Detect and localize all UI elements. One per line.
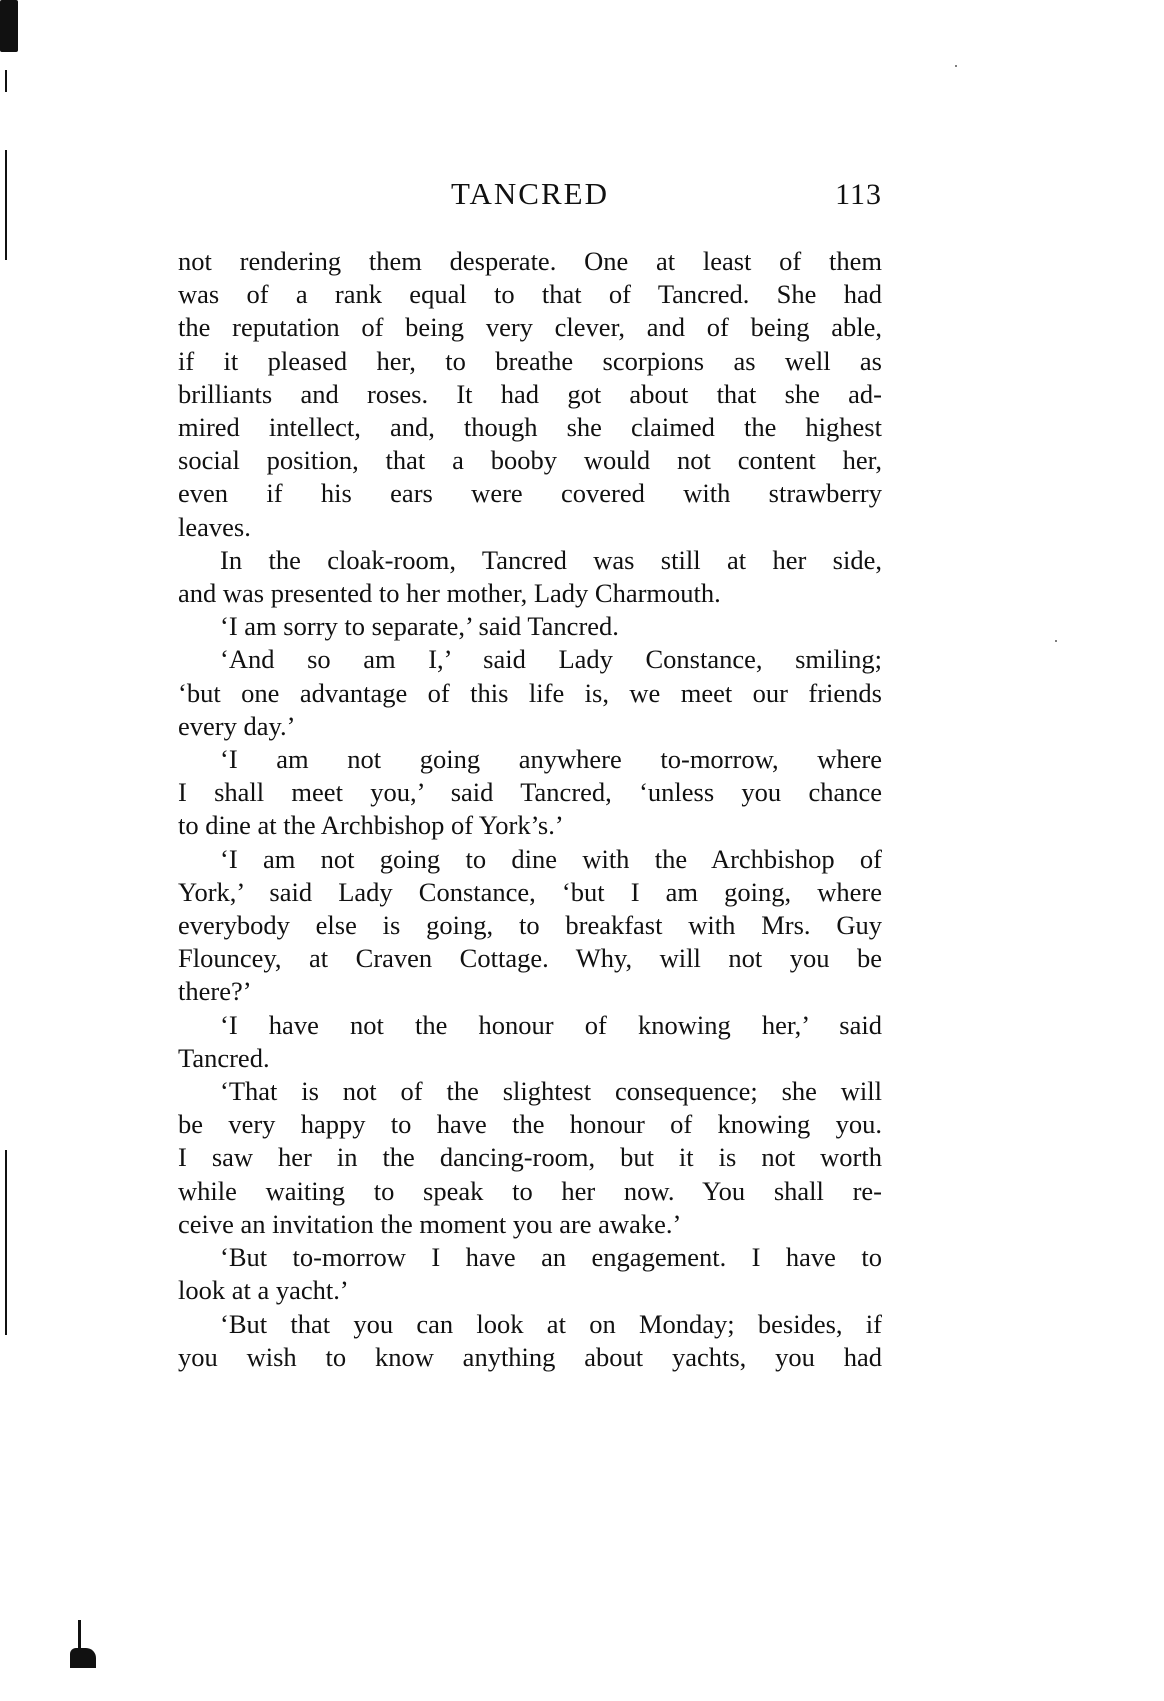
paragraph: [178, 610, 882, 643]
text-line: everybody else is going, to breakfast with Mrs. Guy: [178, 910, 882, 941]
scan-artifact-edge-line: [5, 1150, 7, 1335]
text-line: ‘That is not of the slightest consequence; she will: [220, 1076, 882, 1107]
text-line: every day.’: [178, 710, 296, 741]
paragraph: [178, 1075, 882, 1241]
body-text: [178, 245, 882, 1374]
scan-artifact-bottom-left: [78, 1620, 81, 1650]
page-number: 113: [835, 178, 882, 211]
scan-speck: [1055, 640, 1057, 642]
text-line: ‘I am not going anywhere to-morrow, where: [220, 744, 882, 775]
text-line: you wish to know anything about yachts, you had: [178, 1341, 882, 1372]
paragraph: [178, 245, 882, 544]
text-line: brilliants and roses. It had got about that she ad-: [178, 378, 882, 409]
text-line: was of a rank equal to that of Tancred. She had: [178, 279, 882, 310]
text-line: there?’: [178, 976, 252, 1007]
running-header: [178, 176, 882, 216]
text-line: not rendering them desperate. One at least of them: [178, 246, 882, 276]
text-line: York,’ said Lady Constance, ‘but I am going, where: [178, 876, 882, 907]
scan-artifact-bottom-left: [70, 1648, 96, 1668]
text-line: ‘And so am I,’ said Lady Constance, smiling;: [220, 644, 882, 675]
paragraph: [178, 1009, 882, 1075]
text-line: to dine at the Archbishop of York’s.’: [178, 810, 564, 841]
text-line: ‘I am sorry to separate,’ said Tancred.: [220, 611, 619, 642]
text-line: I shall meet you,’ said Tancred, ‘unless you chance: [178, 777, 882, 808]
text-line: Flouncey, at Craven Cottage. Why, will not you be: [178, 943, 882, 974]
text-line: while waiting to speak to her now. You shall re-: [178, 1175, 882, 1206]
text-line: leaves.: [178, 511, 251, 542]
scan-speck: [955, 65, 957, 67]
paragraph: [178, 1241, 882, 1307]
text-line: ‘But that you can look at on Monday; besides, if: [220, 1308, 882, 1339]
paragraph: [178, 1308, 882, 1374]
text-line: and was presented to her mother, Lady Charmouth.: [178, 578, 721, 609]
scan-artifact-edge-line: [5, 70, 7, 92]
paragraph: [178, 643, 882, 743]
text-line: ‘but one advantage of this life is, we meet our friends: [178, 677, 882, 708]
running-title: TANCRED: [451, 176, 609, 211]
text-line: even if his ears were covered with strawberry: [178, 478, 882, 509]
text-line: if it pleased her, to breathe scorpions as well as: [178, 345, 882, 376]
text-line: the reputation of being very clever, and of being able,: [178, 312, 882, 343]
text-line: ‘But to-morrow I have an engagement. I have to: [220, 1242, 882, 1273]
text-line: ceive an invitation the moment you are awake.’: [178, 1208, 682, 1239]
text-line: look at a yacht.’: [178, 1275, 349, 1306]
paragraph: [178, 544, 882, 610]
scan-artifact-top-left: [0, 0, 18, 52]
paragraph: [178, 843, 882, 1009]
text-line: social position, that a booby would not content her,: [178, 445, 882, 476]
text-line: Tancred.: [178, 1042, 270, 1073]
text-line: ‘I have not the honour of knowing her,’ said: [220, 1009, 882, 1040]
text-line: ‘I am not going to dine with the Archbishop of: [220, 843, 882, 874]
scan-artifact-edge-line: [5, 150, 7, 260]
text-line: In the cloak-room, Tancred was still at her side,: [220, 544, 882, 575]
text-line: mired intellect, and, though she claimed the highest: [178, 412, 882, 443]
paragraph: [178, 743, 882, 843]
text-line: be very happy to have the honour of knowing you.: [178, 1109, 882, 1140]
text-line: I saw her in the dancing-room, but it is not worth: [178, 1142, 882, 1173]
